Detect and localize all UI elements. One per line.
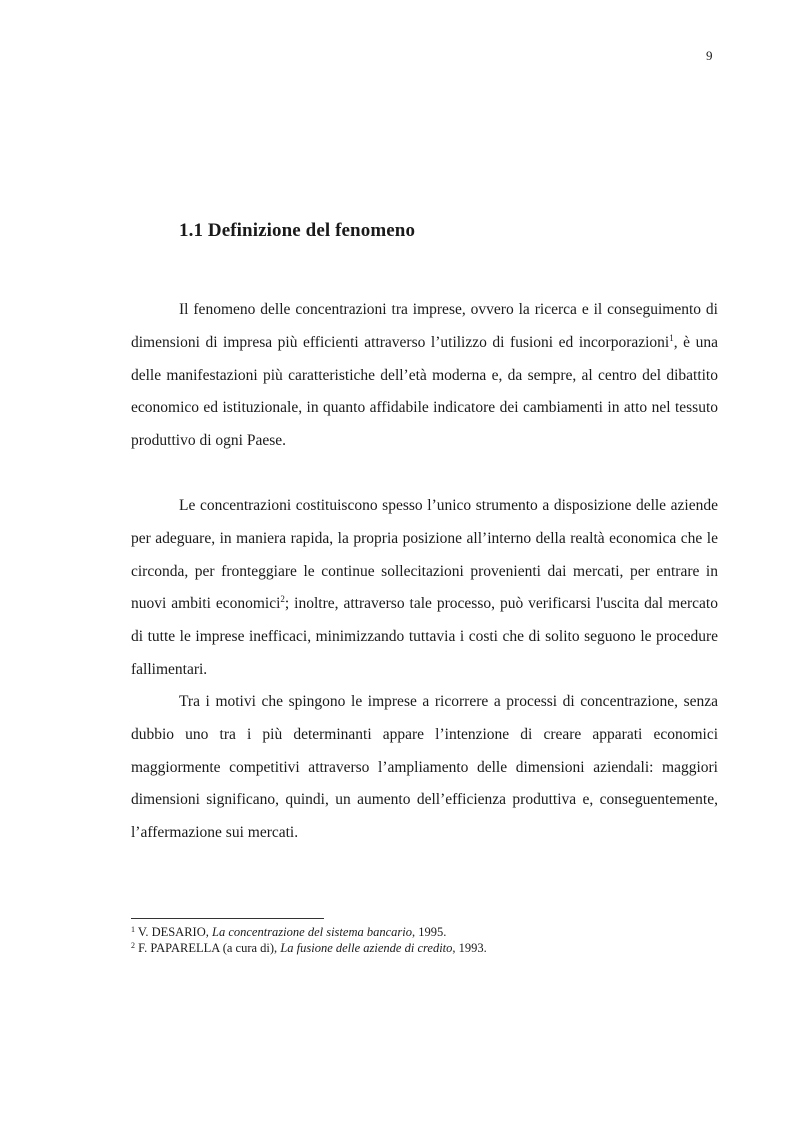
footnote-2-title: La fusione delle aziende di credito [280,941,453,955]
footnote-1-year: , 1995. [411,925,447,939]
footnotes [131,924,731,956]
section-heading: 1.1 Definizione del fenomeno [179,220,416,241]
paragraph-3 [131,686,718,850]
footnote-1-title: La concentrazione del sistema bancario [212,925,412,939]
paragraph-3-text: Tra i motivi che spingono le imprese a ricorrere a processi di concentrazione, senza dubbio uno tra i più determinanti appare l’intenzione di creare apparati economici maggiormente competitivi attraverso l’ampliamento delle dimensioni aziendali: maggiori dimensioni significano, quindi, un aumento dell’efficienza produttiva e, conseguentemente, l’affermazione sui mercati. [131,693,718,842]
footnote-2-number: 2 [131,941,135,950]
footnote-divider [131,918,324,919]
footnote-ref-1[interactable]: 1 [669,332,674,343]
footnote-ref-2[interactable]: 2 [280,594,285,605]
footnote-2-year: , 1993. [452,941,487,955]
paragraph-2-text-before: Le concentrazioni costituiscono spesso l’unico strumento a disposizione delle aziende per adeguare, in maniera rapida, la propria posizione all’interno della realtà economica che le circonda, per fronteggiare le continue sollecitazioni provenienti dai mercati, per entrare in nuovi ambiti economici [131,497,718,613]
paragraph-1 [131,294,718,458]
page-number: 9 [706,48,713,63]
footnote-2-author: F. PAPARELLA (a cura di), [138,941,281,955]
footnote-1-number: 1 [131,925,135,934]
paragraph-2 [131,490,718,687]
paragraph-1-text-after: , è una delle manifestazioni più caratteristiche dell’età moderna e, da sempre, al centro del dibattito economico ed istituzionale, in quanto affidabile indicatore dei cambiamenti in atto nel tessuto produttivo di ogni Paese. [131,333,718,450]
footnote-1-author: V. DESARIO, [137,925,212,939]
paragraph-2-text-after: ; inoltre, attraverso tale processo, può verificarsi l'uscita dal mercato di tutte le imprese inefficaci, minimizzando tuttavia i costi che di solito seguono le procedure fallimentari. [131,595,718,678]
footnote-2 [131,940,731,956]
footnote-1 [131,924,731,940]
paragraph-1-text-before: Il fenomeno delle concentrazioni tra imprese, ovvero la ricerca e il conseguimento di dimensioni di impresa più efficienti attraverso l’utilizzo di fusioni ed incorporazioni [131,301,718,351]
